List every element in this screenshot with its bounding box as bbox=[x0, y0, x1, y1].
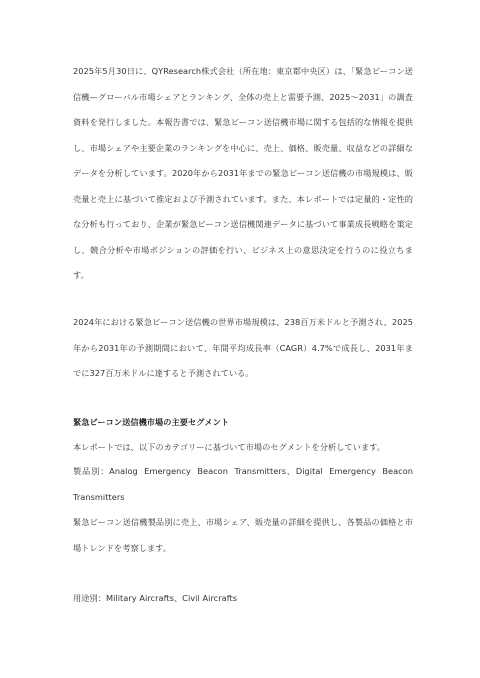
application-segment-line: 用途別：Military Aircrafts、Civil Aircrafts bbox=[73, 593, 238, 603]
market-size-paragraph: 2024年における緊急ビーコン送信機の世界市場規模は、238百万米ドルと予測され、2025年から2031年の予測期間において、年間平均成長率（CAGR）4.7%で成長し、2031年までに327百万米ドルに達すると予測されている。 bbox=[73, 317, 413, 378]
market-size-paragraph-block bbox=[73, 310, 413, 387]
product-segment-line: 製品別：Analog Emergency Beacon Transmitters、Digital Emergency Beacon bbox=[73, 466, 413, 476]
application-segment-block bbox=[73, 586, 413, 612]
segment-heading: 緊急ビーコン送信機市場の主要セグメント bbox=[73, 417, 230, 427]
product-description: 緊急ビーコン送信機製品別に売上、市場シェア、販売量の詳細を提供し、各製品の価格と市場トレンドを考察します。 bbox=[73, 517, 413, 553]
segment-intro: 本レポートでは、以下のカテゴリーに基づいて市場のセグメントを分析しています。 bbox=[73, 442, 385, 452]
product-segment-block bbox=[73, 459, 413, 510]
product-segment-tail: Transmitters bbox=[73, 491, 125, 502]
product-description-block bbox=[73, 510, 413, 561]
intro-paragraph-block bbox=[73, 59, 413, 289]
intro-paragraph: 2025年5月30日に、QYResearch株式会社（所在地：東京都中央区）は、「緊急ビーコン送信機—グローバル市場シェアとランキング、全体の売上と需要予測、2025～2031」の調査資料を発行しました。本報告書では、緊急ビーコン送信機市場に関する包括的な情報を提供し、市場シェアや主要企業のランキングを中心に、売上、価格、販売量、収益などの詳細なデータを分析しています。2020年から2031年までの緊急ビーコン送信機の市場規模は、販売量と売上に基づいて推定および予測されています。また、本レポートでは定量的・定性的な分析も行っており、企業が緊急ビーコン送信機関連データに基づいて事業成長戦略を策定し、競合分析や市場ポジションの評価を行い、ビジネス上の意思決定を行うのに役立ちます。 bbox=[73, 66, 413, 280]
segment-intro-block bbox=[73, 435, 413, 461]
segment-heading-block bbox=[73, 410, 413, 436]
